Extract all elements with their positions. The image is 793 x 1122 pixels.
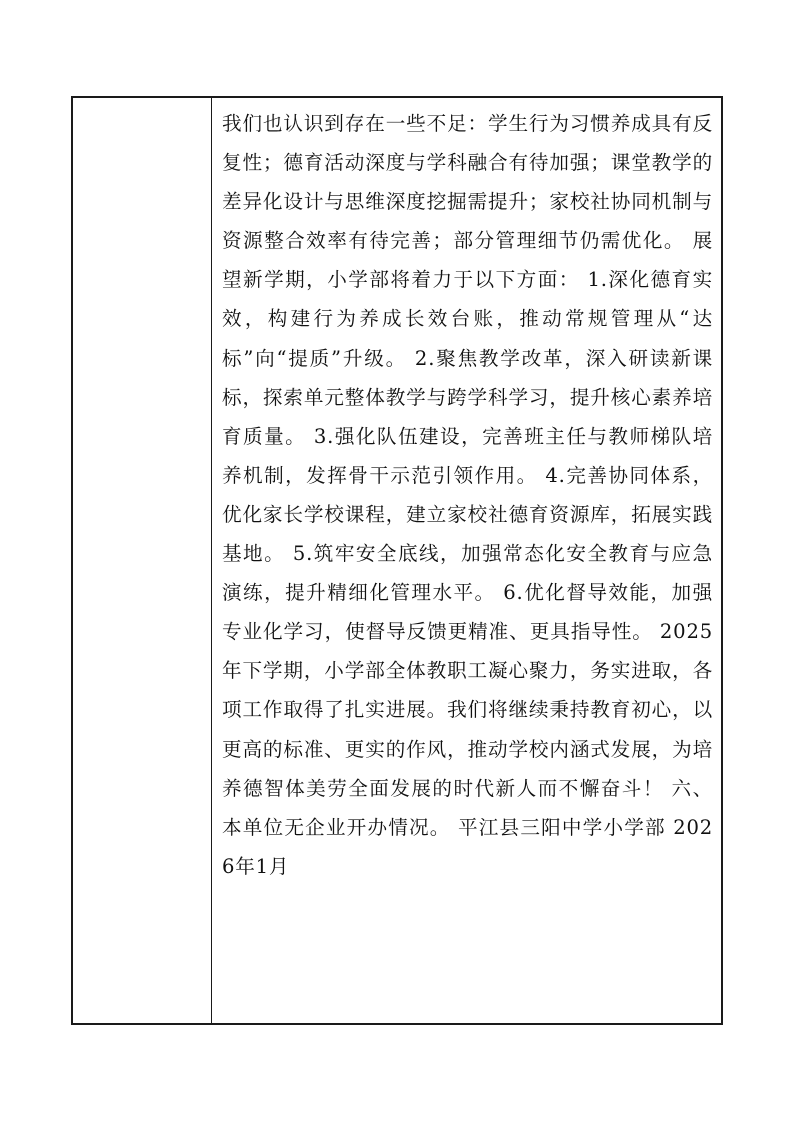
report-table	[71, 96, 723, 1025]
table-content-column	[212, 98, 721, 1023]
report-body-text: 我们也认识到存在一些不足：学生行为习惯养成具有反复性；德育活动深度与学科融合有待加强；课堂教学的差异化设计与思维深度挖掘需提升；家校社协同机制与资源整合效率有待完善；部分管理细节仍需优化。 展望新学期，小学部将着力于以下方面： 1.深化德育实效，构建行为养成长效台账，推动常规管理从“达标”向“提质”升级。 2.聚焦教学改革，深入研读新课标，探索单元整体教学与跨学科学习，提升核心素养培育质量。 3.强化队伍建设，完善班主任与教师梯队培养机制，发挥骨干示范引领作用。 4.完善协同体系，优化家长学校课程，建立家校社德育资源库，拓展实践基地。 5.筑牢安全底线，加强常态化安全教育与应急演练，提升精细化管理水平。 6.优化督导效能，加强专业化学习，使督导反馈更精准、更具指导性。 2025年下学期，小学部全体教职工凝心聚力，务实进取，各项工作取得了扎实进展。我们将继续秉持教育初心，以更高的标准、更实的作风，推动学校内涵式发展，为培养德智体美劳全面发展的时代新人而不懈奋斗！ 六、本单位无企业开办情况。 平江县三阳中学小学部 2026年1月	[222, 112, 713, 878]
table-label-column	[73, 98, 212, 1023]
